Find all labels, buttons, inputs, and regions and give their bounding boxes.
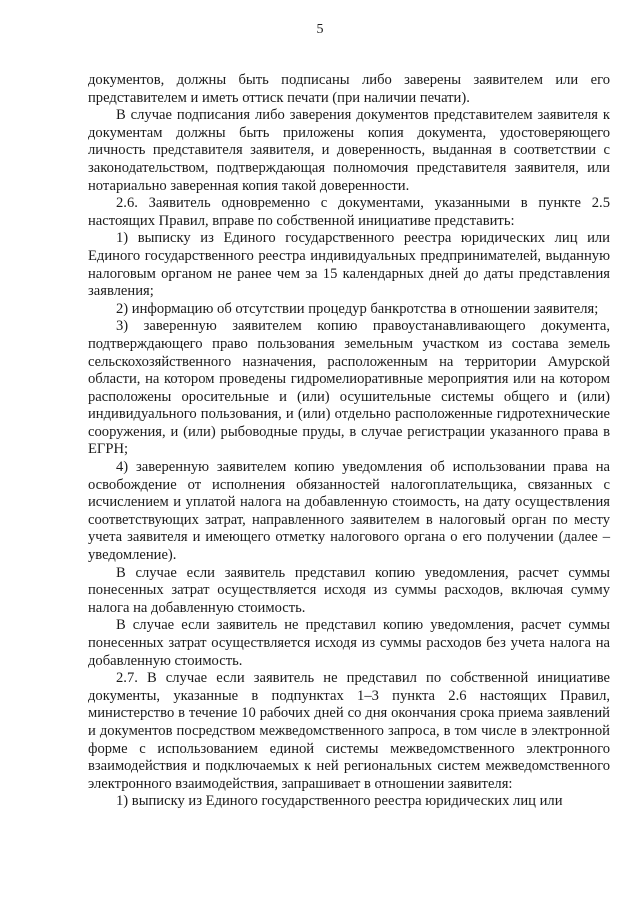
- document-body: [88, 72, 610, 811]
- page-number: 5: [316, 22, 324, 37]
- paragraph-2-7-item-1: 1) выписку из Единого государственного реестра юридических лиц или: [116, 793, 563, 810]
- paragraph-2-6-item-4: 4) заверенную заявителем копию уведомления об использовании права на освобождение от исполнения обязанностей налогоплательщика, связанных с исчислением и уплатой налога на добавленную стоимость, на дату осуществления соответствующих затрат, направленного заявителем в налоговый орган по месту учета заявителя и имеющего отметку налогового органа о его получении (далее – уведомление).: [88, 459, 610, 564]
- paragraph-notification-provided: В случае если заявитель представил копию уведомления, расчет суммы понесенных затрат осуществляется исходя из суммы расходов, включая сумму налога на добавленную стоимость.: [88, 564, 610, 616]
- paragraph-2-6-intro: 2.6. Заявитель одновременно с документами, указанными в пункте 2.5 настоящих Правил, вправе по собственной инициативе представить:: [88, 195, 610, 229]
- paragraph-notification-not-provided: В случае если заявитель не представил копию уведомления, расчет суммы понесенных затрат осуществляется исходя из суммы расходов без учета налога на добавленную стоимость.: [88, 617, 610, 669]
- paragraph-2-7-intro: 2.7. В случае если заявитель не представил по собственной инициативе документы, указанные в подпунктах 1–3 пункта 2.6 настоящих Правил, министерство в течение 10 рабочих дней со дня окончания срока приема заявлений и документов посредством межведомственного запроса, в том числе в электронной форме с использованием единой системы межведомственного электронного взаимодействия и подключаемых к ней региональных систем межведомственного электронного взаимодействия, запрашивает в отношении заявителя:: [88, 670, 610, 792]
- paragraph-continuation: документов, должны быть подписаны либо заверены заявителем или его представителем и иметь оттиск печати (при наличии печати).: [88, 72, 610, 106]
- paragraph-2-6-item-1: 1) выписку из Единого государственного реестра юридических лиц или Единого государственного реестра индивидуальных предпринимателей, выданную налоговым органом не ранее чем за 15 календарных дней до даты представления заявления;: [88, 230, 610, 300]
- paragraph-representative-signature: В случае подписания либо заверения документов представителем заявителя к документам должны быть приложены копия документа, удостоверяющего личность представителя заявителя, и доверенность, выданная в соответствии с законодательством, подтверждающая полномочия представителя заявителя, или нотариально заверенная копия такой доверенности.: [88, 107, 610, 194]
- paragraph-2-6-item-2: 2) информацию об отсутствии процедур банкротства в отношении заявителя;: [116, 300, 599, 317]
- paragraph-2-6-item-3: 3) заверенную заявителем копию правоустанавливающего документа, подтверждающего право пользования земельным участком из состава земель сельскохозяйственного назначения, расположенным на территории Амурской области, на котором проведены гидромелиоративные мероприятия или на котором расположены оросительные и (или) осушительные системы общего и (или) индивидуального пользования, и (или) отдельно расположенные гидротехнические сооружения, и (или) рыбоводные пруды, в случае регистрации указанного права в ЕГРН;: [88, 318, 610, 458]
